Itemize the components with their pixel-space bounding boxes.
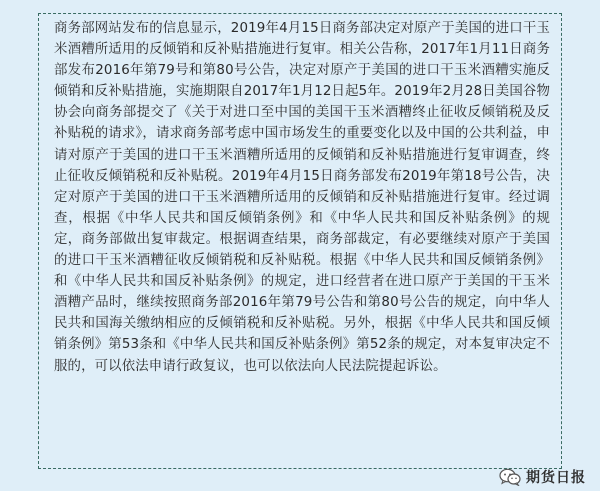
watermark-text: 期货日报	[526, 470, 586, 486]
wechat-icon	[499, 468, 521, 486]
article-paragraph: 商务部网站发布的信息显示，2019年4月15日商务部决定对原产于美国的进口干玉米酒糟所适用的反倾销和反补贴措施进行复审。相关公告称，2017年1月11日商务部发布2016年第79号和第80号公告，决定对原产于美国的进口干玉米酒糟实施反倾销和反补贴措施，实施期限自2017年1月12日起5年。2019年2月28日美国谷物协会向商务部提交了《关于对进口至中国的美国干玉米酒糟终止征收反倾销税及反补贴税的请求》，请求商务部考虑中国市场发生的重要变化以及中国的公共利益，申请对原产于美国的进口干玉米酒糟所适用的反倾销和反补贴措施进行复审调查，终止征收反倾销税和反补贴税。2019年4月15日商务部发布2019年第18号公告，决定对原产于美国的进口干玉米酒糟所适用的反倾销和反补贴措施进行复审。经过调查，根据《中华人民共和国反倾销条例》和《中华人民共和国反补贴条例》的规定，商务部做出复审裁定。根据调查结果，商务部裁定，有必要继续对原产于美国的进口干玉米酒糟征收反倾销税和反补贴税。根据《中华人民共和国反倾销条例》和《中华人民共和国反补贴条例》的规定，进口经营者在进口原产于美国的干玉米酒糟产品时，继续按照商务部2016年第79号公告和第80号公告的规定，向中华人民共和国海关缴纳相应的反倾销税和反补贴税。另外，根据《中华人民共和国反倾销条例》第53条和《中华人民共和国反补贴条例》第52条的规定，对本复审决定不服的，可以依法申请行政复议，也可以依法向人民法院提起诉讼。	[54, 21, 550, 374]
watermark	[499, 466, 586, 488]
